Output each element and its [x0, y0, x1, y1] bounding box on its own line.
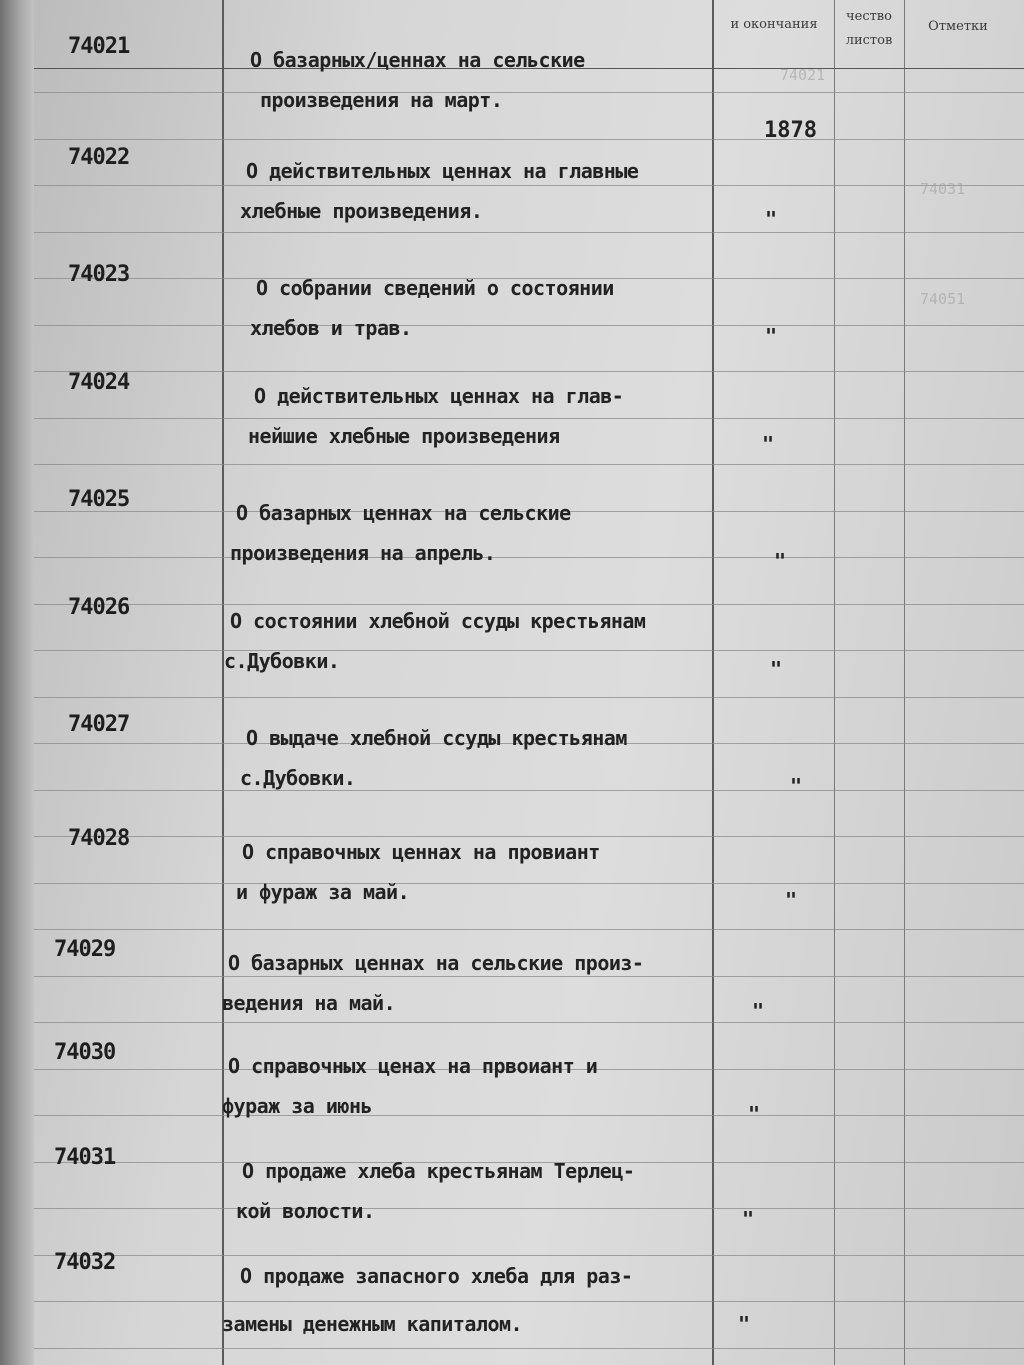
ruled-line	[34, 1022, 1024, 1023]
record-title-line: О базарных ценнах на сельские произ-	[228, 951, 644, 975]
record-number: 74021	[68, 34, 130, 59]
ruled-line	[34, 1208, 1024, 1209]
record-title-line: О продаже хлеба крестьянам Терлец-	[242, 1159, 635, 1183]
record-title-line: замены денежным капиталом.	[222, 1312, 523, 1336]
record-title-line: О базарных ценнах на сельские	[236, 501, 571, 525]
ditto-mark: "	[752, 999, 765, 1023]
ruled-line	[34, 464, 1024, 465]
ditto-mark: "	[742, 1207, 755, 1231]
ruled-line	[34, 790, 1024, 791]
record-title-line: О справочных ценнах на провиант	[242, 840, 600, 864]
record-date: 1878	[764, 118, 817, 143]
binding-spine	[0, 0, 34, 1365]
bleed-through-text: 74031	[920, 180, 966, 198]
record-number: 74031	[54, 1145, 116, 1170]
record-title-line: О продаже запасного хлеба для раз-	[240, 1264, 633, 1288]
record-title-line: фураж за июнь	[222, 1094, 373, 1118]
ruled-line	[34, 557, 1024, 558]
record-number: 74024	[68, 370, 130, 395]
record-number: 74025	[68, 487, 130, 512]
ditto-mark: "	[765, 324, 778, 348]
record-number: 74028	[68, 826, 130, 851]
ruled-line	[34, 232, 1024, 233]
record-title-line: с.Дубовки.	[224, 649, 340, 673]
bleed-through-text: 74021	[780, 66, 826, 84]
ditto-mark: "	[762, 432, 775, 456]
record-title-line: хлебные произведения.	[240, 199, 483, 223]
column-rule-count	[904, 0, 905, 1365]
record-title-line: О действительных ценнах на глав-	[254, 384, 624, 408]
record-number: 74027	[68, 712, 130, 737]
ditto-mark: "	[765, 207, 778, 231]
record-number: 74032	[54, 1250, 116, 1275]
ruled-line	[34, 929, 1024, 930]
ruled-line	[34, 1348, 1024, 1349]
bleed-through-text: 74051	[920, 290, 966, 308]
header-count-line-1: чество	[846, 9, 892, 24]
column-rule-title	[712, 0, 714, 1365]
record-title-line: нейшие хлебные произведения	[248, 424, 560, 448]
record-title-line: ведения на май.	[222, 991, 396, 1015]
column-rule-dates	[834, 0, 835, 1365]
record-title-line: произведения на март.	[260, 88, 503, 112]
ditto-mark: "	[770, 657, 783, 681]
record-title-line: О состоянии хлебной ссуды крестьянам	[230, 609, 646, 633]
ruled-line	[34, 1301, 1024, 1302]
record-number: 74029	[54, 937, 116, 962]
ruled-line	[34, 1115, 1024, 1116]
ruled-line	[34, 883, 1024, 884]
header-notes: Отметки	[928, 19, 988, 34]
column-rule-number	[222, 0, 224, 1365]
record-number: 74026	[68, 595, 130, 620]
record-title-line: О справочных ценах на првоиант и	[228, 1054, 598, 1078]
header-count-line-2: листов	[845, 33, 893, 48]
ruled-line	[34, 371, 1024, 372]
ditto-mark: "	[738, 1312, 751, 1336]
ruled-line	[34, 650, 1024, 651]
ruled-line	[34, 139, 1024, 140]
record-title-line: О действительных ценнах на главные	[246, 159, 639, 183]
record-number: 74030	[54, 1040, 116, 1065]
ditto-mark: "	[748, 1102, 761, 1126]
record-title-line: произведения на апрель.	[230, 541, 496, 565]
ditto-mark: "	[785, 888, 798, 912]
record-title-line: хлебов и трав.	[250, 316, 412, 340]
ditto-mark: "	[774, 549, 787, 573]
ditto-mark: "	[790, 774, 803, 798]
record-title-line: О выдаче хлебной ссуды крестьянам	[246, 726, 627, 750]
ruled-line	[34, 325, 1024, 326]
header-dates: и окончания	[730, 17, 818, 32]
record-number: 74022	[68, 145, 130, 170]
record-number: 74023	[68, 262, 130, 287]
record-title-line: и фураж за май.	[236, 880, 410, 904]
ruled-line	[34, 697, 1024, 698]
record-title-line: с.Дубовки.	[240, 766, 356, 790]
record-title-line: О базарных/ценнах на сельские	[250, 48, 585, 72]
ruled-line	[34, 92, 1024, 93]
record-title-line: кой волости.	[236, 1199, 375, 1223]
record-title-line: О собрании сведений о состоянии	[256, 276, 614, 300]
